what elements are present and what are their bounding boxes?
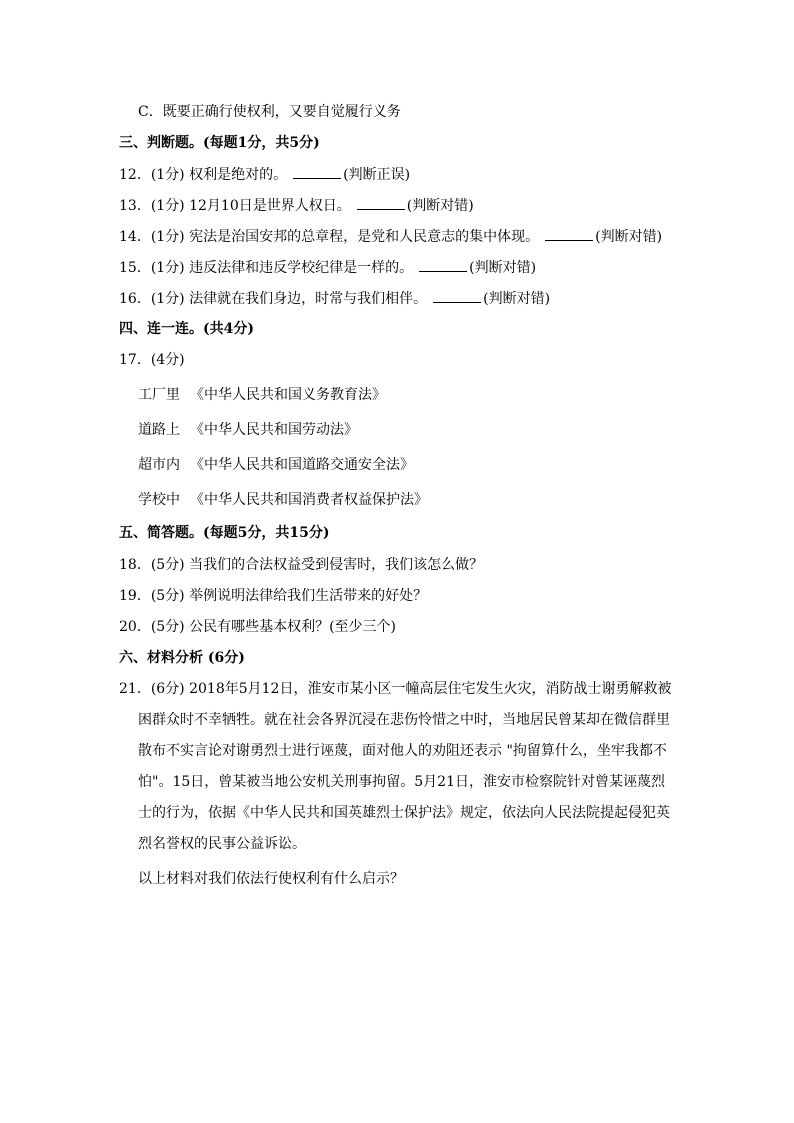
question-21-prompt: 以上材料对我们依法行使权利有什么启示？ — [138, 871, 404, 887]
question-13-hint: (判断对错) — [406, 198, 474, 214]
question-14-text: 14．(1分) 宪法是治国安邦的总章程，是党和人民意志的集中体现。 — [119, 229, 540, 245]
section6-title: 六、材料分析 (6分) — [119, 650, 245, 666]
question-21-line: 散布不实言论对谢勇烈士进行诬蔑，面对他人的劝阻还表示 "拘留算什么，坐牢我都不 — [138, 743, 667, 759]
question-15 — [119, 257, 536, 278]
question-15-hint: (判断对错) — [469, 260, 537, 276]
option-c: C．既要正确行使权利，又要自觉履行义务 — [138, 104, 401, 120]
match-place[interactable]: 道路上 — [138, 422, 180, 438]
question-18: 18．(5分) 当我们的合法权益受到侵害时，我们该怎么做？ — [119, 557, 484, 573]
question-20: 20．(5分) 公民有哪些基本权利？(至少三个) — [119, 619, 397, 635]
question-21-line: 21．(6分) 2018年5月12日，淮安市某小区一幢高层住宅发生火灾，消防战士谢勇解救被 — [119, 681, 672, 697]
question-13 — [119, 195, 474, 216]
answer-blank-13[interactable] — [357, 195, 405, 210]
question-21-line: 怕"。15日，曾某被当地公安机关刑事拘留。5月21日，淮安市检察院针对曾某诬蔑烈 — [138, 774, 665, 790]
match-law[interactable]: 《中华人民共和国道路交通安全法》 — [190, 457, 414, 473]
answer-blank-15[interactable] — [419, 257, 467, 272]
match-place[interactable]: 工厂里 — [138, 387, 180, 403]
question-12-text: 12．(1分) 权利是绝对的。 — [119, 167, 288, 183]
section3-title: 三、判断题。(每题1分，共5分) — [119, 135, 320, 151]
question-16 — [119, 288, 550, 309]
answer-blank-16[interactable] — [433, 288, 481, 303]
section4-title: 四、连一连。(共4分) — [119, 321, 254, 337]
question-14 — [119, 226, 662, 247]
question-17: 17．(4分) — [119, 352, 185, 368]
answer-blank-12[interactable] — [293, 164, 341, 179]
match-law[interactable]: 《中华人民共和国消费者权益保护法》 — [190, 492, 428, 508]
match-place[interactable]: 学校中 — [138, 492, 180, 508]
section5-title: 五、简答题。(每题5分，共15分) — [119, 525, 330, 541]
match-place[interactable]: 超市内 — [138, 457, 180, 473]
question-12 — [119, 164, 410, 185]
question-16-text: 16．(1分) 法律就在我们身边，时常与我们相伴。 — [119, 291, 428, 307]
question-21-line: 困群众时不幸牺牲。就在社会各界沉浸在悲伤怜惜之中时，当地居民曾某却在微信群里 — [138, 712, 670, 728]
question-19: 19．(5分) 举例说明法律给我们生活带来的好处？ — [119, 588, 428, 604]
question-21-line: 士的行为，依据《中华人民共和国英雄烈士保护法》规定，依法向人民法院提起侵犯英 — [138, 805, 670, 821]
question-16-hint: (判断对错) — [483, 291, 551, 307]
question-21-line: 烈名誉权的民事公益诉讼。 — [138, 836, 306, 852]
match-law[interactable]: 《中华人民共和国劳动法》 — [190, 422, 358, 438]
answer-blank-14[interactable] — [545, 226, 593, 241]
match-law[interactable]: 《中华人民共和国义务教育法》 — [190, 387, 386, 403]
question-15-text: 15．(1分) 违反法律和违反学校纪律是一样的。 — [119, 260, 414, 276]
question-12-hint: (判断正误) — [343, 167, 411, 183]
question-13-text: 13．(1分) 12月10日是世界人权日。 — [119, 198, 351, 214]
question-14-hint: (判断对错) — [595, 229, 663, 245]
